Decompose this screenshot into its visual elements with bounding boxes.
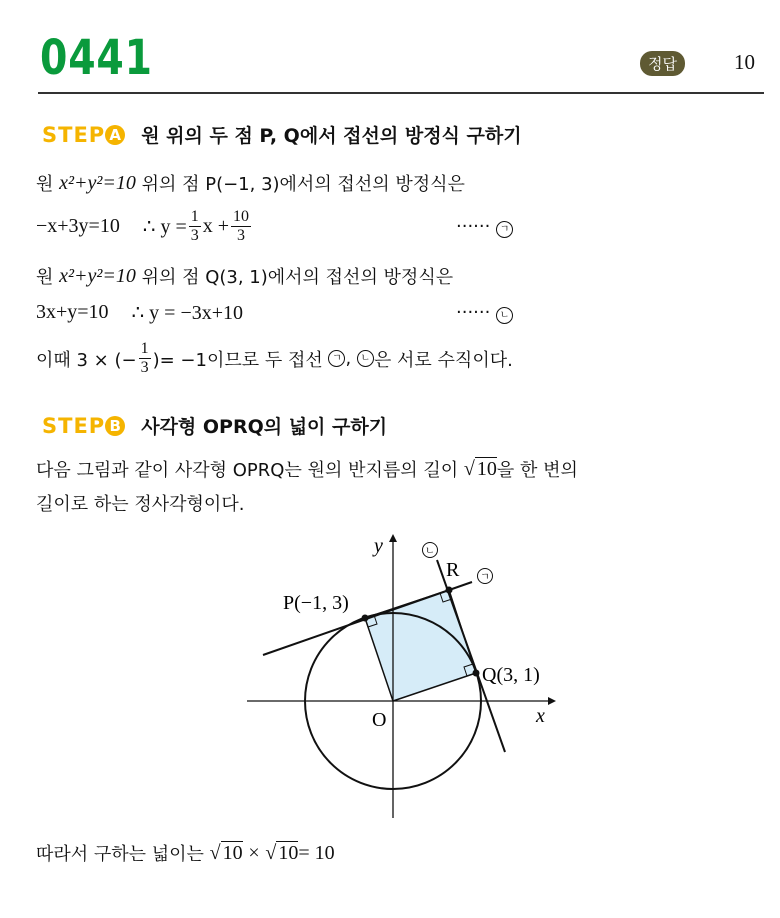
equation: 3x+y=10 <box>36 301 109 323</box>
radicand: 10 <box>476 457 497 480</box>
step-title: 사각형 OPRQ의 넓이 구하기 <box>141 416 388 438</box>
times-sign: × <box>248 841 260 864</box>
circled-label: ㄱ <box>496 221 513 238</box>
text: , <box>345 348 352 369</box>
text: 을 한 변의 <box>496 460 578 481</box>
circled-label: ㄴ <box>357 350 374 367</box>
label-p: P(−1, 3) <box>283 592 349 614</box>
text: 다음 그림과 같이 사각형 OPRQ는 원의 반지름의 길이 <box>36 460 459 481</box>
step-letter: B <box>105 416 125 436</box>
equation: x + <box>202 215 230 237</box>
text: )= −1이므로 두 접선 <box>152 349 323 371</box>
radicand: 10 <box>222 841 243 864</box>
dots: ······ <box>456 215 491 237</box>
sqrt-expression: √ 10 <box>463 457 497 480</box>
label-x-axis: x <box>536 705 545 727</box>
denominator: 3 <box>190 227 199 244</box>
y-axis-arrow-icon <box>389 534 397 542</box>
text: 위의 점 Q(3, 1)에서의 접선의 방정식은 <box>141 267 454 288</box>
conclusion <box>36 840 335 866</box>
label-q: Q(3, 1) <box>482 664 540 686</box>
denominator: 3 <box>140 359 149 376</box>
text: 원 <box>36 174 54 195</box>
text: 은 서로 수직이다. <box>373 349 513 371</box>
text: 이때 3 × (− <box>36 349 137 371</box>
answer-value: 10 <box>734 50 755 74</box>
text: 위의 점 P(−1, 3)에서의 접선의 방정식은 <box>141 174 465 195</box>
dots: ······ <box>456 301 491 323</box>
text: 따라서 구하는 넓이는 <box>36 844 204 865</box>
problem-number: 0441 <box>40 30 153 86</box>
numerator: 1 <box>140 340 149 357</box>
label-origin: O <box>372 709 387 731</box>
step-title: 원 위의 두 점 P, Q에서 접선의 방정식 구하기 <box>141 125 522 147</box>
circle-equation: x²+y²=10 <box>59 171 136 194</box>
tangent-p-label: ㄱ <box>480 572 490 583</box>
equation: −x+3y=10 <box>36 215 120 237</box>
circle-equation: x²+y²=10 <box>59 264 136 287</box>
point-q <box>473 670 480 677</box>
step-letter: A <box>105 125 125 145</box>
x-axis-arrow-icon <box>548 697 556 705</box>
circled-label: ㄴ <box>496 307 513 324</box>
circled-label: ㄱ <box>328 350 345 367</box>
point-p <box>362 615 369 622</box>
result: = 10 <box>298 841 335 864</box>
radicand: 10 <box>278 841 299 864</box>
text: 원 <box>36 267 54 288</box>
text: 길이로 하는 정사각형이다. <box>36 494 245 515</box>
sqrt-expression: √ 10 <box>265 841 299 864</box>
answer-badge: 정답 <box>640 51 685 76</box>
equation: ∴ y = −3x+10 <box>131 302 244 324</box>
point-r <box>446 587 453 594</box>
numerator: 10 <box>233 208 250 225</box>
step-label: STEP <box>42 122 106 147</box>
label-r: R <box>446 559 460 581</box>
numerator: 1 <box>190 208 199 225</box>
square-oprq <box>365 590 476 701</box>
label-y-axis: y <box>374 535 383 557</box>
sqrt-expression: √ 10 <box>209 841 243 864</box>
tangent-q-label: ㄴ <box>425 546 435 557</box>
equation: ∴ y = <box>142 216 187 238</box>
step-label: STEP <box>42 413 106 438</box>
denominator: 3 <box>237 227 246 244</box>
